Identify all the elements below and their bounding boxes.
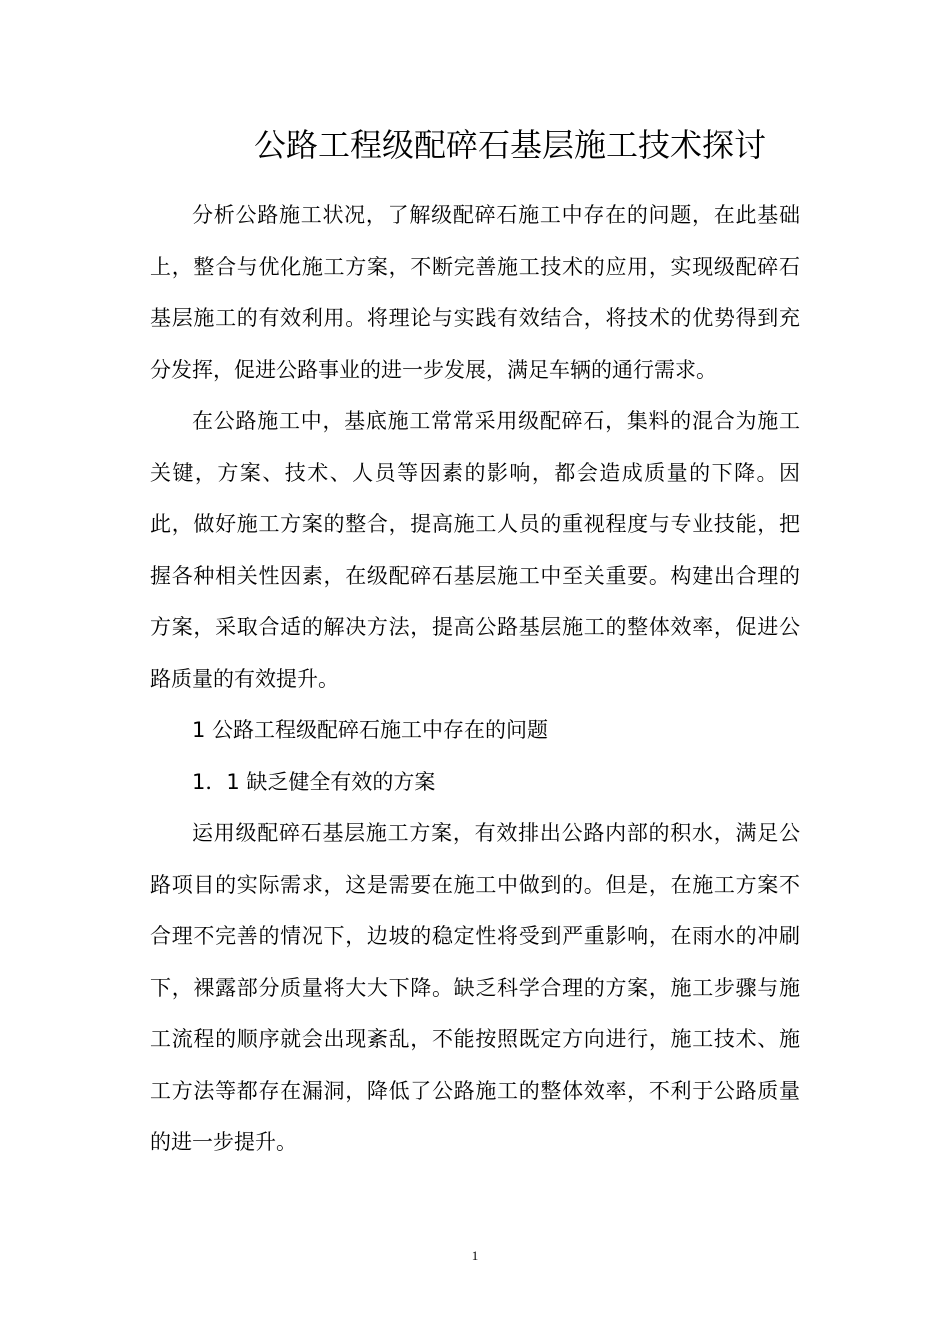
page-number: 1 bbox=[471, 1248, 479, 1263]
section-heading-1: 1 公路工程级配碎石施工中存在的问题 bbox=[192, 718, 549, 742]
document-body bbox=[150, 190, 800, 1169]
paragraph-section-1-1: 运用级配碎石基层施工方案，有效排出公路内部的积水，满足公路项目的实际需求，这是需要在施工中做到的。但是，在施工方案不合理不完善的情况下，边坡的稳定性将受到严重影响，在雨水的冲刷下，裸露部分质量将大大下降。缺乏科学合理的方案，施工步骤与施工流程的顺序就会出现紊乱，不能按照既定方向进行，施工技术、施工方法等都存在漏洞，降低了公路施工的整体效率，不利于公路质量的进一步提升。 bbox=[150, 821, 800, 1154]
paragraph-background: 在公路施工中，基底施工常常采用级配碎石，集料的混合为施工关键，方案、技术、人员等因素的影响，都会造成质量的下降。因此，做好施工方案的整合，提高施工人员的重视程度与专业技能，把握各种相关性因素，在级配碎石基层施工中至关重要。构建出合理的方案，采取合适的解决方法，提高公路基层施工的整体效率，促进公路质量的有效提升。 bbox=[150, 409, 800, 691]
document-title: 公路工程级配碎石基层施工技术探讨 bbox=[253, 126, 766, 164]
paragraph-intro: 分析公路施工状况，了解级配碎石施工中存在的问题，在此基础上，整合与优化施工方案，不断完善施工技术的应用，实现级配碎石基层施工的有效利用。将理论与实践有效结合，将技术的优势得到充分发挥，促进公路事业的进一步发展，满足车辆的通行需求。 bbox=[150, 203, 800, 382]
subsection-heading-1-1: 1．1 缺乏健全有效的方案 bbox=[192, 769, 436, 794]
